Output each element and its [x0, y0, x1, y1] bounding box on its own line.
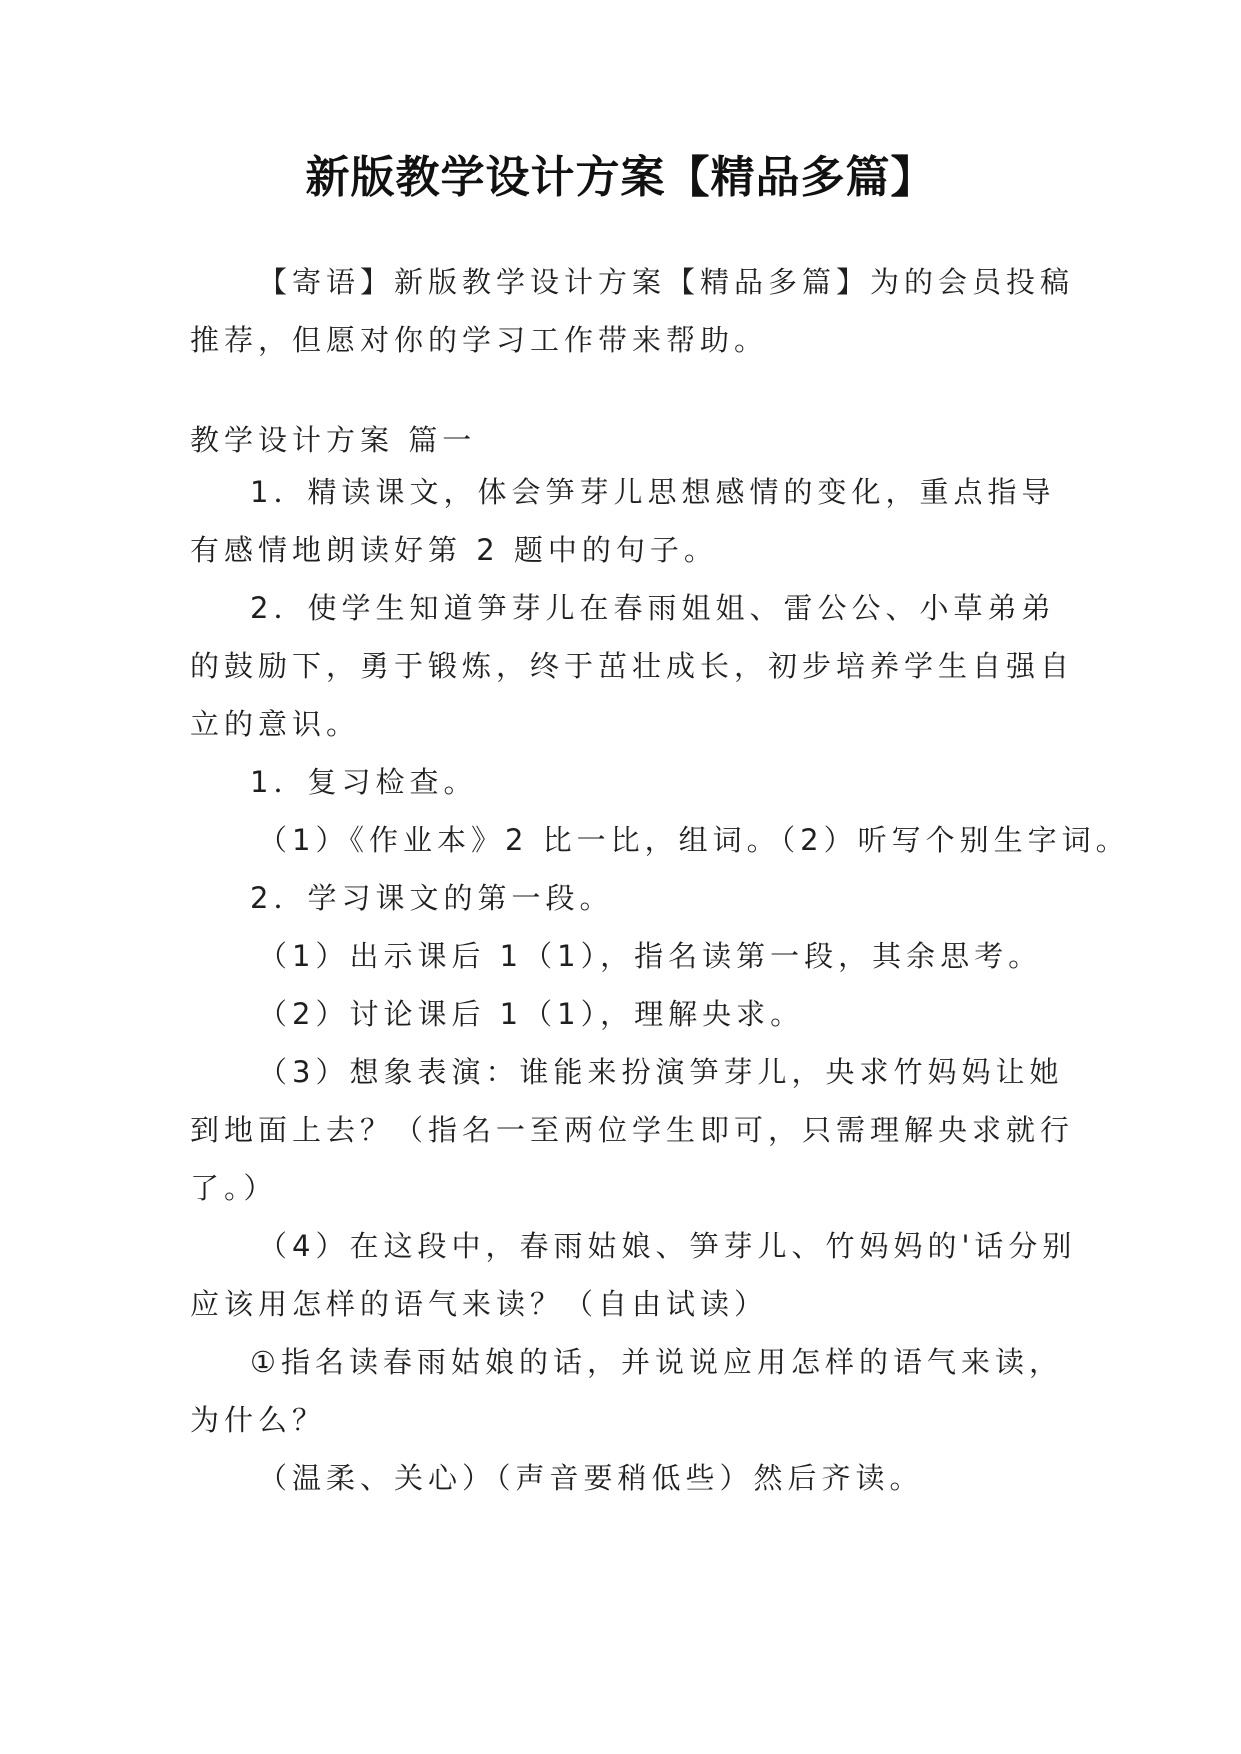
paragraph-line: ①指名读春雨姑娘的话，并说说应用怎样的语气来读，: [250, 1345, 1063, 1379]
document-title: 新版教学设计方案【精品多篇】: [305, 152, 936, 203]
paragraph-line: （4）在这段中，春雨姑娘、笋芽儿、竹妈妈的'话分别: [258, 1229, 1077, 1263]
paragraph-line: 了。）: [190, 1171, 278, 1205]
intro-line-1: 【寄语】新版教学设计方案【精品多篇】为的会员投稿: [258, 265, 1075, 299]
paragraph-line: 到地面上去？（指名一至两位学生即可，只需理解央求就行: [190, 1113, 1075, 1147]
paragraph-line: 应该用怎样的语气来读？（自由试读）: [190, 1287, 769, 1321]
paragraph-line: （2）讨论课后 1（1），理解央求。: [258, 997, 805, 1031]
paragraph-line: （1）《作业本》2 比一比，组词。（2）听写个别生字词。: [258, 823, 1130, 857]
paragraph-line: 1．精读课文，体会笋芽儿思想感情的变化，重点指导: [250, 475, 1056, 509]
paragraph-line: （温柔、关心）（声音要稍低些）然后齐读。: [258, 1461, 924, 1495]
paragraph-line: 1．复习检查。: [250, 765, 478, 799]
paragraph-line: 有感情地朗读好第 2 题中的句子。: [190, 533, 718, 567]
paragraph-line: （1）出示课后 1（1），指名读第一段，其余思考。: [258, 939, 1043, 973]
section-heading: 教学设计方案 篇一: [190, 423, 477, 457]
paragraph-line: 立的意识。: [190, 707, 361, 741]
paragraph-line: 为什么？: [190, 1403, 327, 1437]
paragraph-line: （3）想象表演：谁能来扮演笋芽儿，央求竹妈妈让她: [258, 1055, 1064, 1089]
paragraph-line: 2．使学生知道笋芽儿在春雨姐姐、雷公公、小草弟弟: [250, 591, 1056, 625]
intro-line-2: 推荐，但愿对你的学习工作带来帮助。: [190, 323, 769, 357]
paragraph-line: 的鼓励下，勇于锻炼，终于茁壮成长，初步培养学生自强自: [190, 649, 1075, 683]
paragraph-line: 2．学习课文的第一段。: [250, 881, 614, 915]
